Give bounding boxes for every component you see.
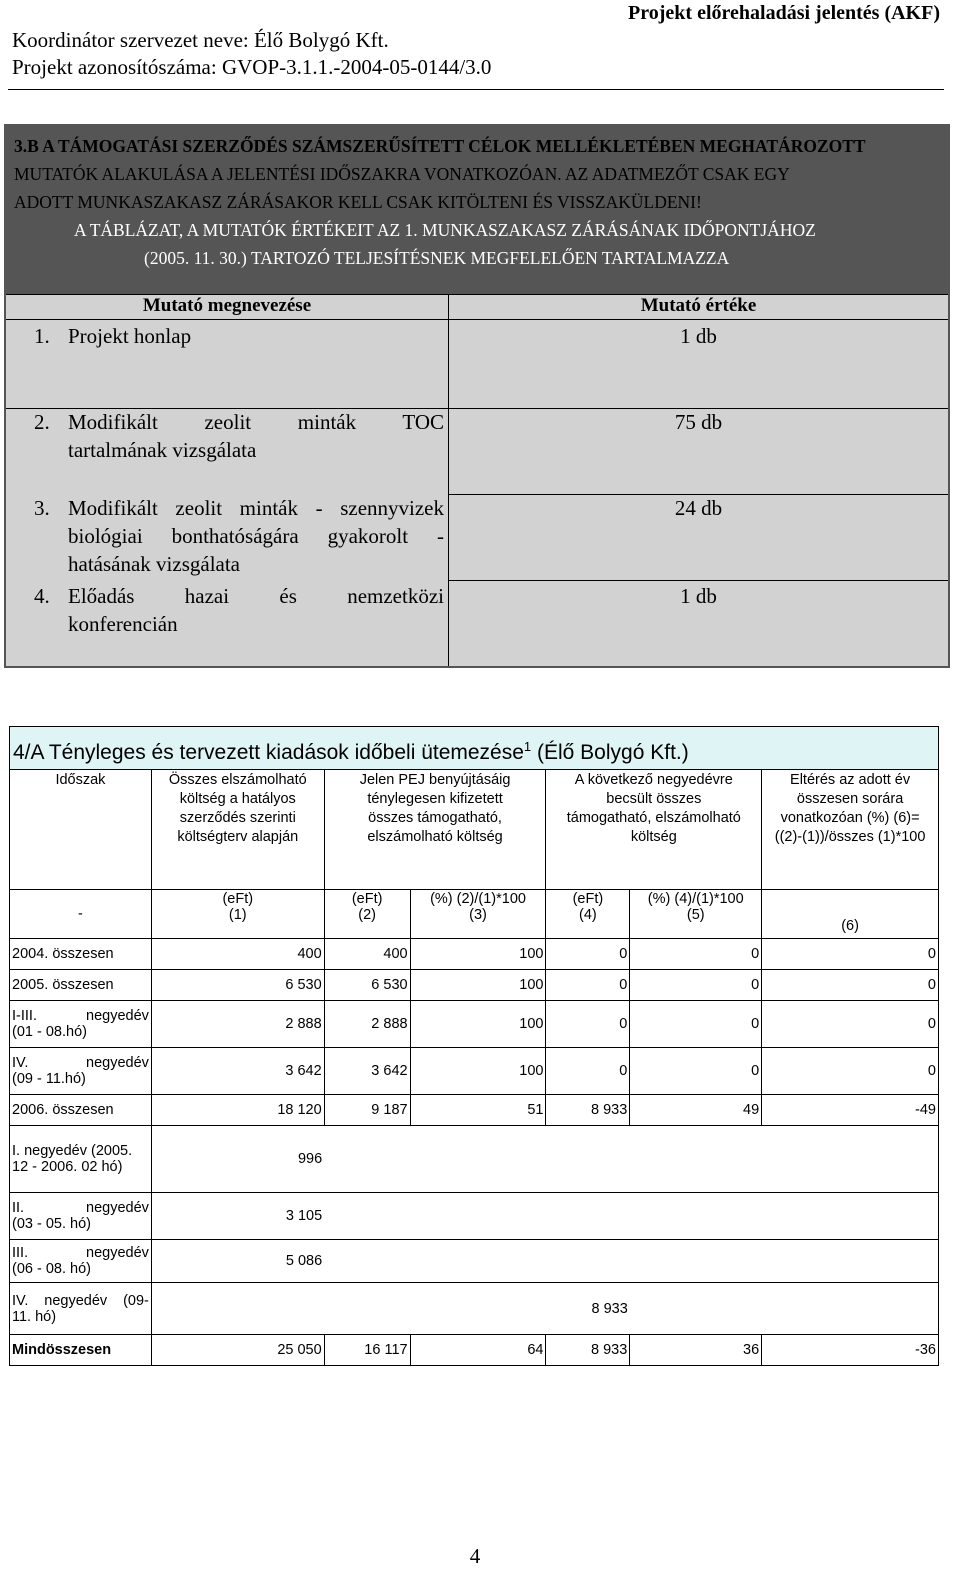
value-cell	[762, 1240, 939, 1283]
value-cell: 2 888	[151, 1001, 324, 1048]
expenses-table	[9, 769, 939, 1366]
value-cell: 64	[410, 1335, 546, 1366]
value-cell: 100	[410, 939, 546, 970]
indicator-num: 1.	[34, 324, 50, 348]
value-cell	[324, 1283, 410, 1335]
value-cell: 100	[410, 1001, 546, 1048]
value-cell	[630, 1283, 762, 1335]
value-cell: 0	[546, 1001, 630, 1048]
value-cell: -36	[762, 1335, 939, 1366]
indicator-row	[6, 322, 448, 350]
header-next-quarter: A következő negyedévre becsült összes támogatható, elszámolható költség	[546, 770, 762, 890]
value-cell	[324, 1240, 410, 1283]
col-indicator-name: Mutató megnevezése	[6, 294, 448, 320]
value-cell	[762, 1126, 939, 1193]
indicator-text: Projekt honlap	[68, 324, 192, 348]
indicator-text: Modifikált zeolit minták TOC	[68, 410, 444, 434]
value-cell: 3 642	[151, 1048, 324, 1095]
value-cell: 6 530	[324, 970, 410, 1001]
indicator-value: 1 db	[448, 320, 948, 408]
value-cell: 6 530	[151, 970, 324, 1001]
period-cell: Mindösszesen	[10, 1335, 152, 1366]
title-line-1: 3.B A TÁMOGATÁSI SZERZŐDÉS SZÁMSZERŰSÍTETT CÉLOK MELLÉKLETÉBEN MEGHATÁROZOTT	[14, 136, 866, 156]
value-cell: 0	[762, 1001, 939, 1048]
indicator-value: 75 db	[448, 408, 948, 494]
period-cell: III. negyedév (06 - 08. hó)	[10, 1240, 152, 1283]
table-row	[10, 970, 939, 1001]
value-cell: 400	[324, 939, 410, 970]
indicator-row	[6, 408, 448, 464]
indicator-value: 24 db	[448, 494, 948, 580]
header-deviation: Eltérés az adott év összesen sorára vonatkozóan (%) (6)=((2)-(1))/összes (1)*100	[762, 770, 939, 890]
value-cell: 0	[546, 970, 630, 1001]
value-cell: 0	[762, 970, 939, 1001]
value-cell	[324, 1126, 410, 1193]
indicators-section-title	[6, 126, 948, 294]
period-cell: 2005. összesen	[10, 970, 152, 1001]
value-cell	[762, 1283, 939, 1335]
period-cell: I. negyedév (2005. 12 - 2006. 02 hó)	[10, 1126, 152, 1193]
title-line-2: MUTATÓK ALAKULÁSA A JELENTÉSI IDŐSZAKRA VONATKOZÓAN. AZ ADATMEZŐT CSAK EGY	[14, 164, 790, 184]
value-cell	[324, 1193, 410, 1240]
value-cell: 8 933	[546, 1283, 630, 1335]
unit-period: -	[10, 890, 152, 939]
report-title: Projekt előrehaladási jelentés (AKF)	[628, 2, 940, 24]
table-row	[10, 1095, 939, 1126]
header-planned-cost: Összes elszámolható költség a hatályos szerződés szerinti költségterv alapján	[151, 770, 324, 890]
page-number: 4	[469, 1544, 481, 1568]
table-row	[10, 1048, 939, 1095]
value-cell	[546, 1193, 630, 1240]
period-cell: IV. negyedév (09- 11. hó)	[10, 1283, 152, 1335]
value-cell	[410, 1126, 546, 1193]
project-id: Projekt azonosítószáma: GVOP-3.1.1.-2004-05-0144/3.0	[12, 55, 492, 79]
value-cell	[410, 1240, 546, 1283]
period-cell: 2006. összesen	[10, 1095, 152, 1126]
indicator-num: 3.	[34, 496, 50, 520]
value-cell: 8 933	[546, 1095, 630, 1126]
period-cell: I-III. negyedév (01 - 08.hó)	[10, 1001, 152, 1048]
table-header-row	[10, 770, 939, 890]
table-row	[10, 1193, 939, 1240]
value-cell: 0	[546, 1048, 630, 1095]
period-cell: II. negyedév (03 - 05. hó)	[10, 1193, 152, 1240]
indicator-text: Modifikált zeolit minták - szennyvizek	[68, 496, 444, 520]
indicator-text: hatásának vizsgálata	[68, 552, 240, 576]
indicator-text: Előadás hazai és nemzetközi	[68, 584, 444, 608]
value-cell: -49	[762, 1095, 939, 1126]
indicator-num: 2.	[34, 410, 50, 434]
unit-col-3: (%) (2)/(1)*100 (3)	[410, 890, 546, 939]
header-rule	[8, 89, 944, 90]
indicator-num: 4.	[34, 584, 50, 608]
value-cell: 8 933	[546, 1335, 630, 1366]
value-cell: 0	[630, 939, 762, 970]
unit-col-2: (eFt) (2)	[324, 890, 410, 939]
indicator-row	[6, 582, 448, 638]
value-cell	[410, 1193, 546, 1240]
table-row	[10, 1240, 939, 1283]
table-row	[10, 939, 939, 970]
table-row-total	[10, 1335, 939, 1366]
value-cell: 0	[546, 939, 630, 970]
unit-col-6: (6)	[762, 890, 939, 939]
value-cell	[151, 1283, 324, 1335]
value-cell: 49	[630, 1095, 762, 1126]
value-cell: 18 120	[151, 1095, 324, 1126]
table-row	[10, 1283, 939, 1335]
indicator-text: konferencián	[68, 612, 178, 636]
table-row	[10, 1001, 939, 1048]
period-cell: IV. negyedév (09 - 11.hó)	[10, 1048, 152, 1095]
value-cell: 3 105	[151, 1193, 324, 1240]
indicators-section	[4, 124, 950, 668]
indicator-text: biológiai bonthatóságára gyakorolt -	[68, 524, 444, 548]
value-cell: 100	[410, 970, 546, 1001]
indicator-value: 1 db	[448, 580, 948, 666]
value-cell: 0	[762, 1048, 939, 1095]
value-cell: 0	[630, 970, 762, 1001]
header-paid-cost: Jelen PEJ benyújtásáig ténylegesen kifizetett összes támogatható, elszámolható költség	[324, 770, 546, 890]
value-cell: 36	[630, 1335, 762, 1366]
indicator-row	[6, 494, 448, 578]
unit-col-4: (eFt) (4)	[546, 890, 630, 939]
value-cell	[410, 1283, 546, 1335]
value-cell: 0	[630, 1001, 762, 1048]
value-cell: 16 117	[324, 1335, 410, 1366]
value-cell: 3 642	[324, 1048, 410, 1095]
col-indicator-value: Mutató értéke	[448, 294, 948, 320]
value-cell: 996	[151, 1126, 324, 1193]
indicator-text: tartalmának vizsgálata	[68, 438, 257, 462]
value-cell	[762, 1193, 939, 1240]
value-cell	[546, 1126, 630, 1193]
value-cell: 0	[630, 1048, 762, 1095]
title-line-4: A TÁBLÁZAT, A MUTATÓK ÉRTÉKEIT AZ 1. MUNKASZAKASZ ZÁRÁSÁNAK IDŐPONTJÁHOZ	[74, 220, 816, 240]
header-period: Időszak	[10, 770, 152, 890]
value-cell: 5 086	[151, 1240, 324, 1283]
footnote-mark: 1	[523, 739, 532, 754]
value-cell	[630, 1240, 762, 1283]
value-cell: 51	[410, 1095, 546, 1126]
unit-col-1: (eFt) (1)	[151, 890, 324, 939]
period-cell: 2004. összesen	[10, 939, 152, 970]
expenses-title	[9, 726, 939, 770]
value-cell	[546, 1240, 630, 1283]
expenses-title-text: 4/A Tényleges és tervezett kiadások időbeli ütemezése	[13, 741, 524, 764]
value-cell	[630, 1126, 762, 1193]
value-cell: 25 050	[151, 1335, 324, 1366]
value-cell	[630, 1193, 762, 1240]
value-cell: 400	[151, 939, 324, 970]
unit-col-5: (%) (4)/(1)*100 (5)	[630, 890, 762, 939]
value-cell: 9 187	[324, 1095, 410, 1126]
expenses-title-suffix: (Élő Bolygó Kft.)	[537, 741, 689, 764]
value-cell: 2 888	[324, 1001, 410, 1048]
value-cell: 100	[410, 1048, 546, 1095]
title-line-5: (2005. 11. 30.) TARTOZÓ TELJESÍTÉSNEK MEGFELELŐEN TARTALMAZZA	[144, 248, 730, 268]
value-cell: 0	[762, 939, 939, 970]
coordinator-name: Koordinátor szervezet neve: Élő Bolygó Kft.	[12, 28, 389, 52]
table-units-row	[10, 890, 939, 939]
table-row	[10, 1126, 939, 1193]
title-line-3: ADOTT MUNKASZAKASZ ZÁRÁSAKOR KELL CSAK KITÖLTENI ÉS VISSZAKÜLDENI!	[14, 192, 702, 212]
